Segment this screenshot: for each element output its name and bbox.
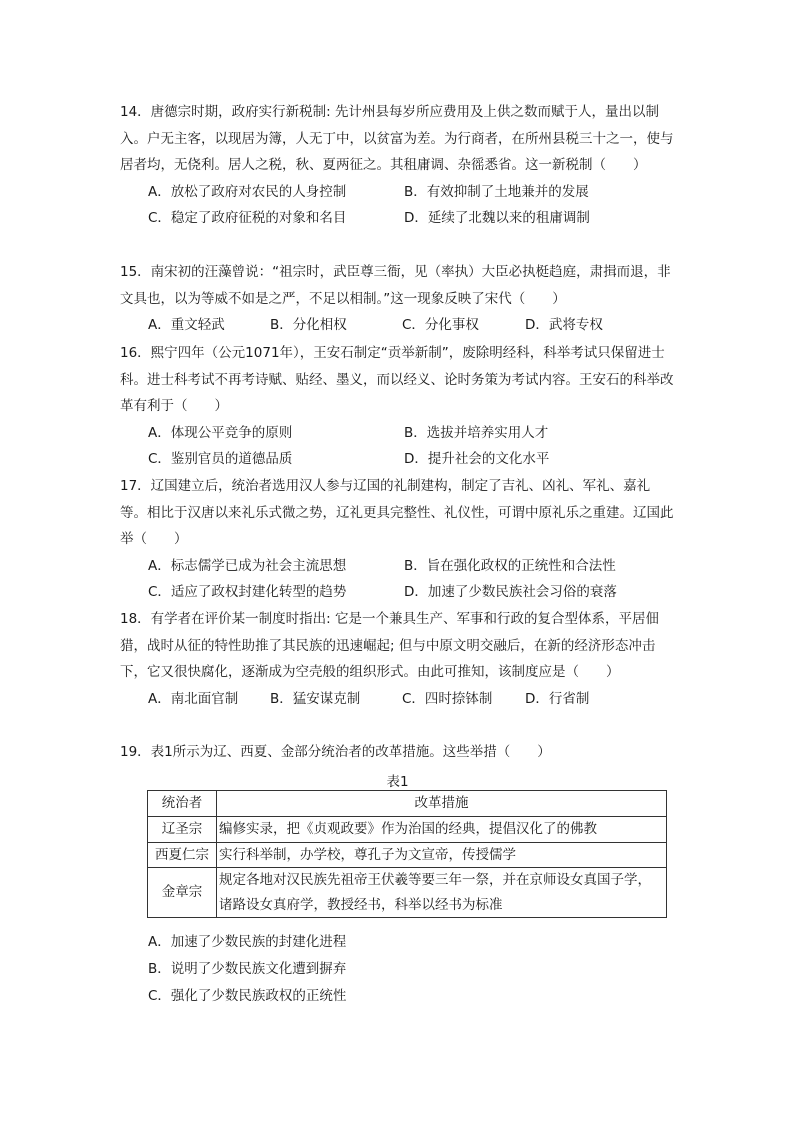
- table-cell-measures: 规定各地对汉民族先祖帝王伏羲等要三年一祭，并在京师设女真国子学，诸路设女真府学，教授经书，科举以经书为标准: [217, 868, 667, 918]
- question-14: [120, 99, 675, 232]
- question-19-stem: 19．表1所示为辽、西夏、金部分统治者的改革措施。这些举措（ ）: [120, 744, 551, 760]
- question-17-options-row-1: [120, 553, 675, 580]
- question-14-stem: 14．唐德宗时期，政府实行新税制: 先计州县每岁所应费用及上供之数而赋于人，量出以制入。户无主客，以现居为簿，人无丁中，以贫富为差。为行商者，在所州县税三十之一，使与居者均，无侥利。居人之税，秋、夏两征之。其租庸调、杂徭悉省。这一新税制（ ）: [120, 104, 674, 174]
- option-a[interactable]: A．体现公平竞争的原则: [148, 424, 293, 441]
- question-18-stem: 18．有学者在评价某一制度时指出: 它是一个兼具生产、军事和行政的复合型体系，平居佃猎，战时从征的特性助推了其民族的迅速崛起; 但与中原文明交融后，在新的经济形态冲击下，它又很快腐化，逐渐成为空壳般的组织形式。由此可推知，该制度应是（ ）: [120, 611, 660, 681]
- question-16-options-row-1: [120, 420, 675, 447]
- table-cell-ruler: 辽圣宗: [148, 817, 217, 843]
- option-d[interactable]: D．加速了少数民族社会习俗的衰落: [404, 584, 617, 601]
- table-cell-measures: 编修实录，把《贞观政要》作为治国的经典，提倡汉化了的佛教: [217, 817, 667, 843]
- reform-table: [147, 790, 667, 918]
- table-cell-ruler: 西夏仁宗: [148, 842, 217, 868]
- question-18: [120, 606, 675, 712]
- option-c[interactable]: C．鉴别官员的道德品质: [148, 451, 293, 468]
- option-a[interactable]: A．放松了政府对农民的人身控制: [148, 183, 347, 200]
- table-header-ruler: 统治者: [148, 791, 217, 817]
- option-b[interactable]: B．说明了少数民族文化遭到摒弃: [148, 961, 347, 977]
- question-16-options-row-2: [120, 446, 675, 473]
- option-c[interactable]: C．强化了少数民族政权的正统性: [148, 988, 347, 1004]
- question-15: [120, 259, 675, 339]
- option-a[interactable]: A．加速了少数民族的封建化进程: [148, 934, 347, 950]
- option-b[interactable]: B．分化相权: [270, 317, 347, 334]
- question-16-stem: 16．熙宁四年（公元1071年），王安石制定“贡举新制”，废除明经科，科举考试只保留进士科。进士科考试不再考诗赋、贴经、墨义，而以经义、论时务策为考试内容。王安石的科举改革有利于（ ）: [120, 345, 674, 415]
- option-a[interactable]: A．标志儒学已成为社会主流思想: [148, 557, 347, 574]
- table-row: [148, 868, 667, 918]
- question-14-options-row-2: [120, 205, 675, 232]
- table-header-row: [148, 791, 667, 817]
- question-16: [120, 340, 675, 473]
- option-a[interactable]: A．南北面官制: [148, 690, 239, 707]
- option-b[interactable]: B．有效抑制了土地兼并的发展: [404, 183, 589, 200]
- option-a[interactable]: A．重文轻武: [148, 317, 225, 334]
- question-17: [120, 473, 675, 606]
- table-row: [148, 817, 667, 843]
- question-19-options: [120, 929, 675, 1010]
- question-17-options-row-2: [120, 579, 675, 606]
- question-18-options: [120, 686, 675, 713]
- option-d[interactable]: D．提升社会的文化水平: [404, 451, 550, 468]
- option-b[interactable]: B．猛安谋克制: [270, 690, 361, 707]
- table-cell-ruler: 金章宗: [148, 868, 217, 918]
- option-c[interactable]: C．稳定了政府征税的对象和名目: [148, 210, 347, 227]
- option-d[interactable]: D．延续了北魏以来的租庸调制: [404, 210, 590, 227]
- question-14-options-row-1: [120, 179, 675, 206]
- option-c[interactable]: C．四时捺钵制: [402, 690, 493, 707]
- question-15-options: [120, 312, 675, 339]
- option-b[interactable]: B．选拔并培养实用人才: [404, 424, 549, 441]
- table-header-measures: 改革措施: [217, 791, 667, 817]
- question-17-stem: 17．辽国建立后，统治者选用汉人参与辽国的礼制建构，制定了吉礼、凶礼、军礼、嘉礼等。相比于汉唐以来礼乐式微之势，辽礼更具完整性、礼仪性，可谓中原礼乐之重建。辽国此举（ ）: [120, 478, 674, 548]
- option-d[interactable]: D．武将专权: [525, 317, 603, 334]
- question-19: [120, 739, 675, 766]
- option-b[interactable]: B．旨在强化政权的正统性和合法性: [404, 557, 616, 574]
- table-row: [148, 842, 667, 868]
- option-d[interactable]: D．行省制: [525, 690, 590, 707]
- table-cell-measures: 实行科举制，办学校，尊孔子为文宣帝，传授儒学: [217, 842, 667, 868]
- option-c[interactable]: C．分化事权: [402, 317, 479, 334]
- question-15-stem: 15．南宋初的汪藻曾说：“祖宗时，武臣尊三衙，见（率执）大臣必执梃趋庭，肃揖而退，非文具也，以为等威不如是之严，不足以相制。”这一现象反映了宋代（ ）: [120, 264, 671, 307]
- table-caption: 表1: [386, 774, 409, 790]
- option-c[interactable]: C．适应了政权封建化转型的趋势: [148, 584, 347, 601]
